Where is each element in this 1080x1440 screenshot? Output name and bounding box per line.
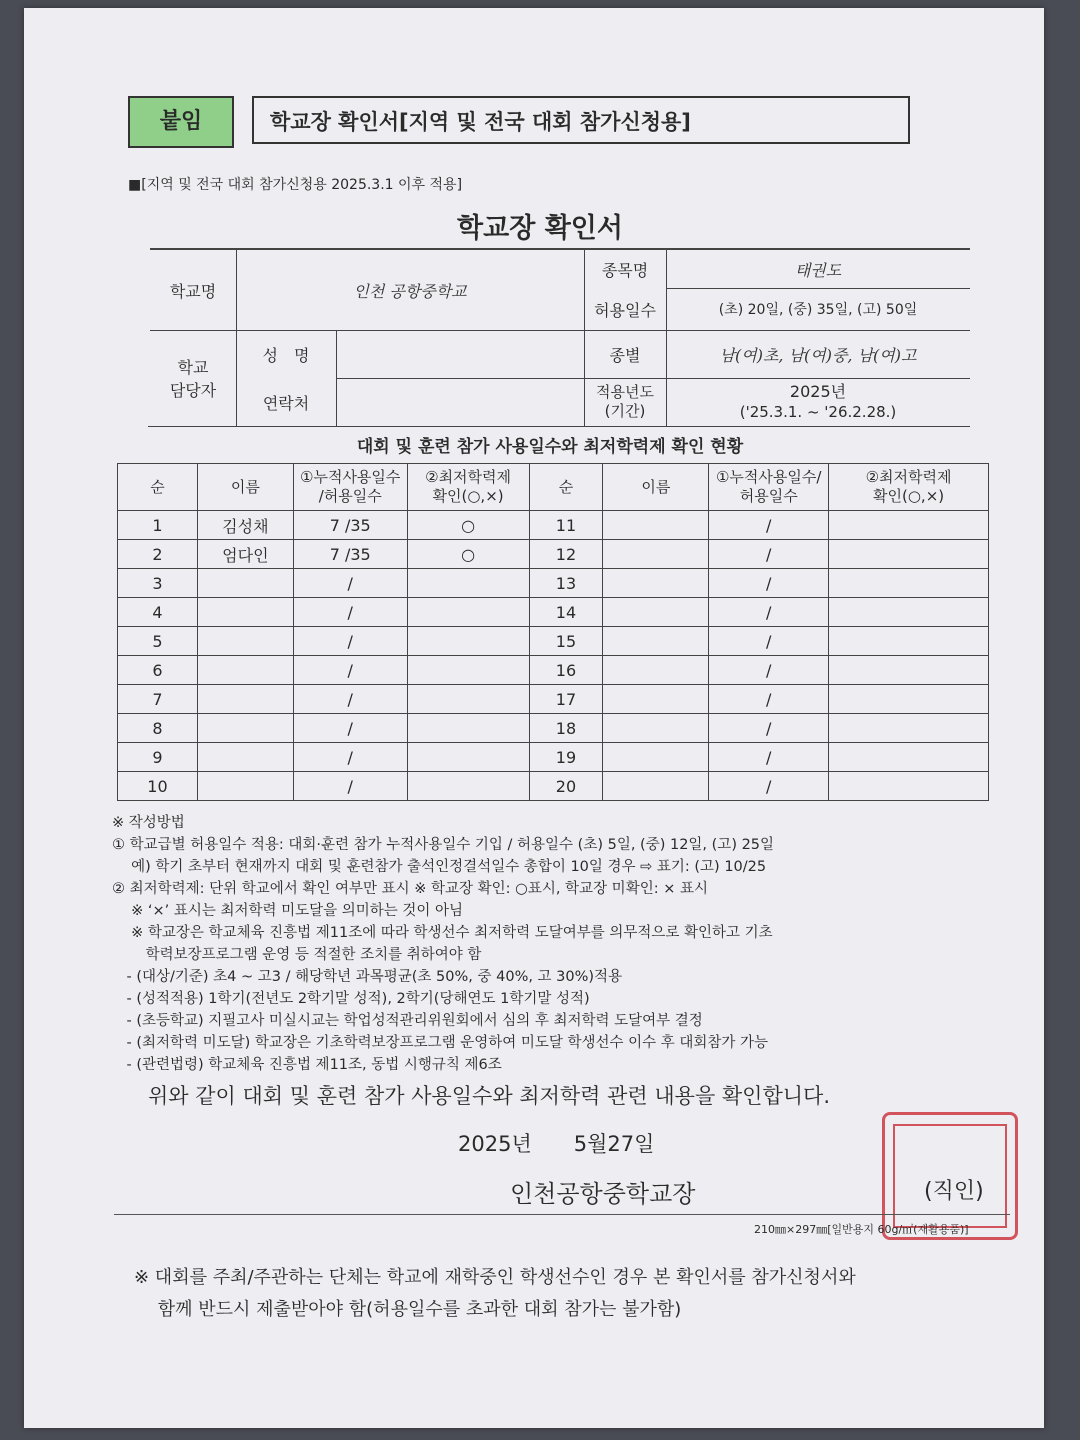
col-name-header: 이름 <box>197 464 293 511</box>
confirmation-statement: 위와 같이 대회 및 훈련 참가 사용일수와 최저학력 관련 내용을 확인합니다. <box>148 1084 831 1108</box>
table-cell: ○ <box>407 511 529 540</box>
table-cell: / <box>293 656 407 685</box>
school-value: 인천 공항중학교 <box>353 281 467 301</box>
table-cell: 김성채 <box>197 511 293 540</box>
table-cell <box>197 743 293 772</box>
section-title: 대회 및 훈련 참가 사용일수와 최저학력제 확인 현황 <box>356 437 744 457</box>
table-cell: 5 <box>118 627 198 656</box>
table-cell <box>407 685 529 714</box>
table-cell <box>829 598 989 627</box>
table-cell <box>829 656 989 685</box>
table-cell: / <box>709 540 829 569</box>
table-cell: 11 <box>529 511 603 540</box>
principal-name: 인천공항중학교장 <box>510 1180 696 1208</box>
table-cell <box>829 540 989 569</box>
category-value: 남(여)초, 남(여)중, 남(여)고 <box>719 345 917 365</box>
table-cell <box>197 598 293 627</box>
table-cell <box>407 627 529 656</box>
table-cell: 7 /35 <box>293 511 407 540</box>
table-cell <box>407 714 529 743</box>
table-cell: / <box>709 569 829 598</box>
table-cell <box>197 656 293 685</box>
table-cell <box>197 685 293 714</box>
table-cell: 14 <box>529 598 603 627</box>
header-title: 학교장 확인서[지역 및 전국 대회 참가신청용] <box>252 96 910 144</box>
table-row <box>118 714 989 743</box>
table-cell <box>603 743 709 772</box>
table-cell: / <box>709 511 829 540</box>
table-cell: 15 <box>529 627 603 656</box>
table-cell: / <box>709 598 829 627</box>
table-cell <box>829 685 989 714</box>
seal-label: (직인) <box>924 1179 984 1204</box>
table-cell: / <box>709 685 829 714</box>
participation-table <box>117 463 989 801</box>
table-cell: / <box>293 685 407 714</box>
table-cell: 17 <box>529 685 603 714</box>
table-cell: 13 <box>529 569 603 598</box>
allowed-days-value: (초) 20일, (중) 35일, (고) 50일 <box>718 302 918 318</box>
submission-note <box>134 1262 856 1326</box>
year-value: 2025년 <box>789 381 847 401</box>
instruction-line: ※ 학교장은 학교체육 진흥법 제11조에 따라 학생선수 최저학력 도달여부를 의무적으로 확인하고 기초 <box>112 925 773 941</box>
table-cell <box>407 743 529 772</box>
col-name-header: 이름 <box>603 464 709 511</box>
writing-instructions <box>112 812 1002 1076</box>
table-cell: 18 <box>529 714 603 743</box>
instruction-line: 학력보장프로그램 운영 등 적절한 조치를 취하여야 함 <box>112 947 482 963</box>
table-cell <box>407 569 529 598</box>
table-cell <box>407 772 529 801</box>
table-body <box>118 511 989 801</box>
table-cell: 9 <box>118 743 198 772</box>
table-cell <box>603 627 709 656</box>
table-cell: 2 <box>118 540 198 569</box>
table-row <box>118 511 989 540</box>
table-cell: 12 <box>529 540 603 569</box>
table-cell: / <box>293 772 407 801</box>
col-used-days-header: ①누적사용일수 /허용일수 <box>293 464 407 511</box>
allowed-days-label: 허용일수 <box>594 300 656 320</box>
issue-date: 2025년 5월27일 <box>458 1132 655 1156</box>
table-cell: / <box>293 743 407 772</box>
instruction-line: ② 최저학력제: 단위 학교에서 확인 여부만 표시 ※ 학교장 확인: ○표시, 학교장 미확인: × 표시 <box>112 881 708 897</box>
table-cell: 3 <box>118 569 198 598</box>
table-cell <box>603 569 709 598</box>
footer-rule <box>114 1214 1010 1215</box>
table-cell: 엄다인 <box>197 540 293 569</box>
table-cell <box>197 627 293 656</box>
col-used-days-header: ①누적사용일수/ 허용일수 <box>709 464 829 511</box>
info-bottom-rule <box>148 426 970 427</box>
table-cell: 6 <box>118 656 198 685</box>
table-cell <box>829 714 989 743</box>
table-cell <box>829 511 989 540</box>
table-cell: 4 <box>118 598 198 627</box>
col-no-header: 순 <box>118 464 198 511</box>
applicability-note: ■[지역 및 전국 대회 참가신청용 2025.3.1 이후 적용] <box>128 177 463 193</box>
name-label: 성 명 <box>262 345 310 365</box>
table-cell <box>603 598 709 627</box>
table-cell: / <box>709 743 829 772</box>
instruction-line: ※ ‘×’ 표시는 최저학력 미도달을 의미하는 것이 아님 <box>112 903 464 919</box>
sport-label: 종목명 <box>601 260 649 280</box>
name-value <box>336 330 584 378</box>
table-row <box>118 627 989 656</box>
table-cell: / <box>293 714 407 743</box>
table-row <box>118 772 989 801</box>
table-cell <box>197 714 293 743</box>
paper-spec: 210㎜×297㎜[일반용지 60g/㎡(재활용품)] <box>754 1223 969 1236</box>
instruction-line: ① 학교급별 허용일수 적용: 대회·훈련 참가 누적사용일수 기입 / 허용일수 (초) 5일, (중) 12일, (고) 25일 <box>112 837 775 853</box>
table-cell: / <box>293 627 407 656</box>
contact-value <box>336 378 584 426</box>
instruction-line: - (관련법령) 학교체육 진흥법 제11조, 동법 시행규칙 제6조 <box>112 1057 502 1073</box>
table-cell: ○ <box>407 540 529 569</box>
table-cell <box>603 656 709 685</box>
category-label: 종별 <box>609 345 641 365</box>
table-cell: 7 <box>118 685 198 714</box>
year-label: 적용년도 (기간) <box>596 383 654 420</box>
instruction-line: - (최저학력 미도달) 학교장은 기초학력보장프로그램 운영하여 미도달 학생선수 이수 후 대회참가 가능 <box>112 1035 769 1051</box>
instruction-line: - (성적적용) 1학기(전년도 2학기말 성적), 2학기(당해연도 1학기말 성적) <box>112 991 590 1007</box>
table-cell <box>829 627 989 656</box>
table-cell: 16 <box>529 656 603 685</box>
contact-label: 연락처 <box>262 393 310 413</box>
table-cell: 10 <box>118 772 198 801</box>
table-cell <box>603 685 709 714</box>
table-cell: / <box>709 714 829 743</box>
table-cell <box>603 772 709 801</box>
sport-value: 태권도 <box>794 260 842 280</box>
table-cell: / <box>709 772 829 801</box>
table-header-row <box>118 464 989 511</box>
instruction-line: 예) 학기 초부터 현재까지 대회 및 훈련참가 출석인정결석일수 총합이 10일 경우 ⇨ 표기: (고) 10/25 <box>112 859 767 875</box>
table-cell: / <box>709 627 829 656</box>
submission-note-line: 함께 반드시 제출받아야 함(허용일수를 초과한 대회 참가는 불가함) <box>134 1299 682 1320</box>
table-row <box>118 656 989 685</box>
table-cell <box>829 743 989 772</box>
table-cell: 19 <box>529 743 603 772</box>
table-row <box>118 540 989 569</box>
table-cell: / <box>293 598 407 627</box>
instruction-line: ※ 작성방법 <box>112 815 185 831</box>
table-cell: / <box>293 569 407 598</box>
table-cell: 1 <box>118 511 198 540</box>
col-min-achievement-header: ②최저학력제 확인(○,×) <box>829 464 989 511</box>
instruction-line: - (대상/기준) 초4 ~ 고3 / 해당학년 과목평균(초 50%, 중 40%, 고 30%)적용 <box>112 969 623 985</box>
instruction-line: - (초등학교) 지필고사 미실시교는 학업성적관리위원회에서 심의 후 최저학력 도달여부 결정 <box>112 1013 703 1029</box>
attachment-tag: 붙임 <box>128 96 234 148</box>
table-cell <box>407 656 529 685</box>
table-row <box>118 598 989 627</box>
table-cell <box>603 714 709 743</box>
table-cell <box>829 569 989 598</box>
table-cell: 20 <box>529 772 603 801</box>
year-period: ('25.3.1. ~ '26.2.28.) <box>739 403 897 421</box>
table-cell <box>603 511 709 540</box>
table-cell: / <box>709 656 829 685</box>
table-cell: 7 /35 <box>293 540 407 569</box>
col-min-achievement-header: ②최저학력제 확인(○,×) <box>407 464 529 511</box>
table-row <box>118 569 989 598</box>
table-cell <box>829 772 989 801</box>
table-row <box>118 685 989 714</box>
table-cell <box>407 598 529 627</box>
table-cell <box>197 569 293 598</box>
submission-note-line: ※ 대회를 주최/주관하는 단체는 학교에 재학중인 학생선수인 경우 본 확인서를 참가신청서와 <box>134 1267 856 1288</box>
col-no-header: 순 <box>529 464 603 511</box>
table-row <box>118 743 989 772</box>
document-title: 학교장 확인서 <box>457 213 623 244</box>
school-label: 학교명 <box>169 281 217 301</box>
manager-label: 학교 담당자 <box>169 358 217 400</box>
table-cell <box>603 540 709 569</box>
table-cell <box>197 772 293 801</box>
table-cell: 8 <box>118 714 198 743</box>
